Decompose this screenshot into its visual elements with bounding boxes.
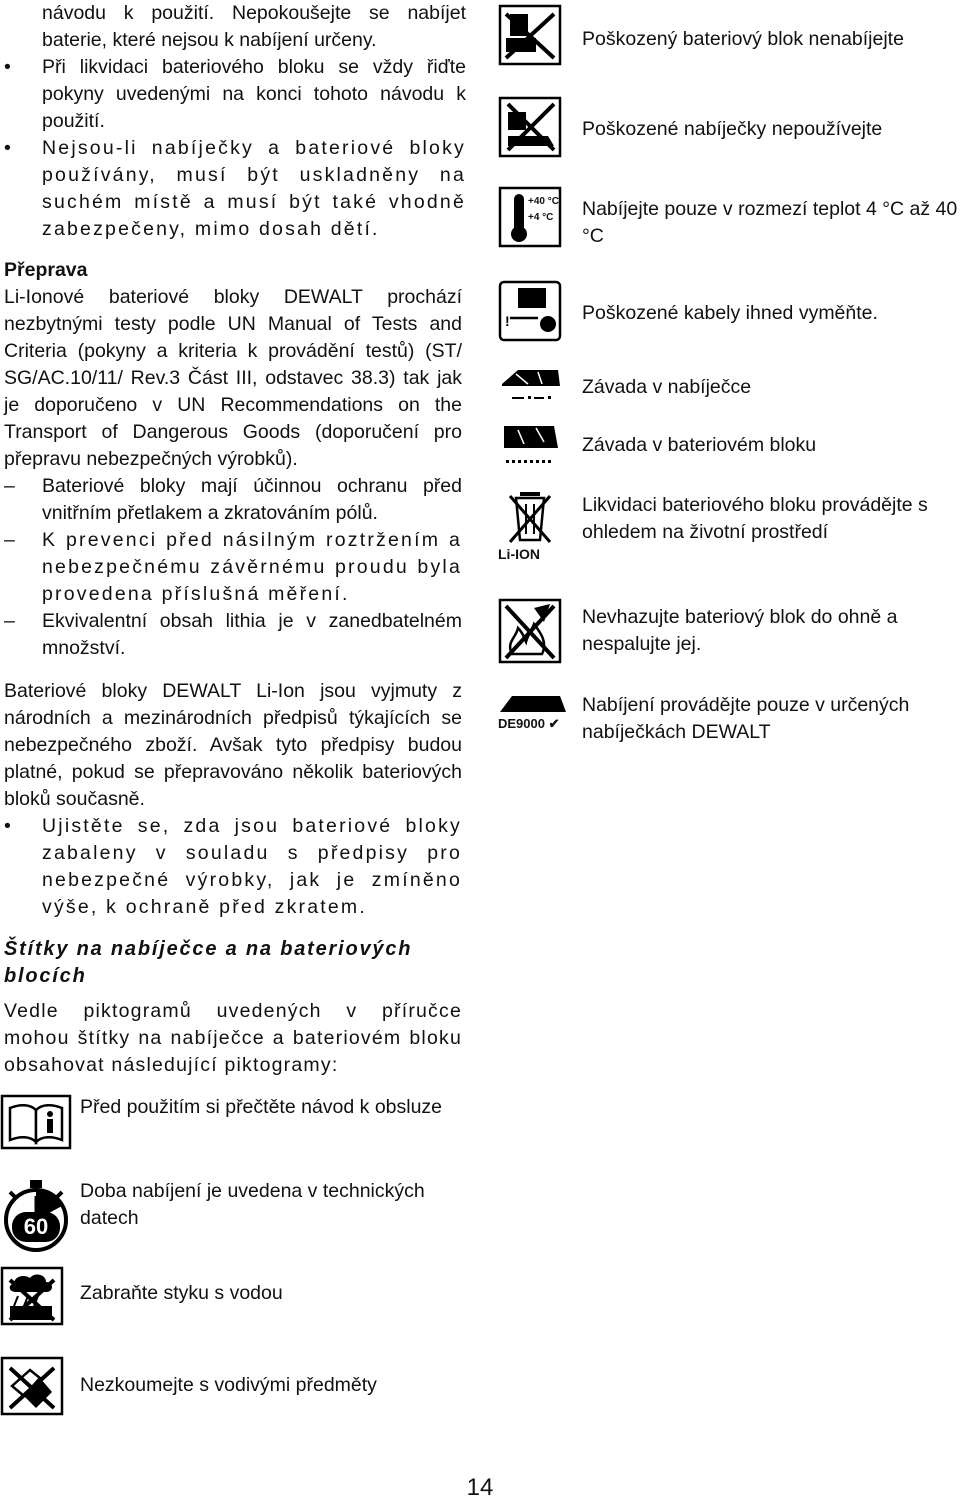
dash-marker: – <box>4 475 15 497</box>
pictogram-text: Nevhazujte bateriový blok do ohně a nespalujte jej. <box>582 606 898 655</box>
thermometer-icon <box>498 186 562 248</box>
bullet-text: Nejsou-li nabíječky a bateriové bloky používány, musí být uskladněny na suchém místě a musí být také vhodně zabezpečeny, mimo dosah dětí. <box>42 137 466 240</box>
svg-text:!: ! <box>505 313 510 329</box>
bullet-marker: • <box>4 137 14 159</box>
label-text: Doba nabíjení je uvedena v technických datech <box>80 1180 425 1229</box>
li-ion-badge: Li-ION <box>498 546 540 562</box>
bullet-item <box>4 135 466 243</box>
no-water-icon <box>0 1266 64 1326</box>
bullet-item <box>4 813 462 921</box>
pack-fault-icon <box>498 422 562 468</box>
bullet-text: Při likvidaci bateriového bloku se vždy řiďte pokyny uvedenými na konci tohoto návodu k použití. <box>42 56 466 132</box>
labels-paragraph: Vedle piktogramů uvedených v příručce mohou štítky na nabíječce a bateriovém bloku obsahovat následující piktogramy: <box>4 1000 462 1076</box>
dash-marker: – <box>4 610 15 632</box>
label-text: Před použitím si přečtěte návod k obsluze <box>80 1096 443 1118</box>
no-conductive-objects-icon <box>0 1356 64 1416</box>
transport-paragraph: Li-Ionové bateriové bloky DEWALT prochází nezbytnými testy podle UN Manual of Tests and Criteria (pokyny a kriteria k provádění testů) (ST/ SG/AC.10/11/ Rev.3 Část III, odstavec 38.3) tak jak je doporučeno v UN Recommendations on the Transport of Dangerous Goods (doporučení pro přepravu nebezpečných výrobků). <box>4 286 462 470</box>
bullet-text: Ujistěte se, zda jsou bateriové bloky zabaleny v souladu s předpisy pro nebezpečné výrobky, jak je zmíněno výše, k ochraně před zkratem. <box>42 815 462 918</box>
replace-cord-icon <box>498 280 562 342</box>
pictogram-text: Závada v nabíječce <box>582 376 752 398</box>
de9000-badge: DE9000 ✔ <box>498 716 560 731</box>
bullet-item <box>4 54 466 135</box>
no-charge-damaged-pack-icon <box>498 4 562 66</box>
pictogram-text: Nabíjejte pouze v rozmezí teplot 4 °C až 40 °C <box>582 198 958 247</box>
pictogram-text: Závada v bateriovém bloku <box>582 434 817 456</box>
stopwatch-badge: 60 <box>12 1212 60 1242</box>
charger-fault-icon <box>498 364 562 404</box>
bullet-marker: • <box>4 815 14 837</box>
pictogram-text: Poškozený bateriový blok nenabíjejte <box>582 28 904 50</box>
bullet-marker: • <box>4 56 11 78</box>
exemption-paragraph: Bateriové bloky DEWALT Li-Ion jsou vyjmuty z národních a mezinárodních předpisů týkajících se nebezpečného zboží. Avšak tyto předpisy budou platné, pokud se přepravováno několik bateriových bloků současně. <box>4 680 462 810</box>
dewalt-charger-icon <box>498 692 570 732</box>
dash-text: Bateriové bloky mají účinnou ochranu před vnitřním přetlakem a zkratováním pólů. <box>42 475 462 524</box>
li-ion-recycle-icon <box>498 490 562 562</box>
dash-item <box>4 527 462 608</box>
read-manual-icon <box>0 1094 72 1150</box>
pictogram-text: Poškozené kabely ihned vyměňte. <box>582 302 878 324</box>
dash-item <box>4 473 462 527</box>
page-number: 14 <box>466 1474 494 1501</box>
transport-heading: Přeprava <box>4 259 88 281</box>
dash-item <box>4 608 462 662</box>
no-damaged-charger-icon <box>498 96 562 158</box>
dash-text: K prevenci před násilným roztržením a nebezpečnému závěrnému proudu byla provedena příslušná měření. <box>42 529 462 605</box>
label-text: Nezkoumejte s vodivými předměty <box>80 1374 377 1396</box>
stopwatch-icon <box>0 1178 72 1254</box>
label-text: Zabraňte styku s vodou <box>80 1282 283 1304</box>
dash-marker: – <box>4 529 18 551</box>
pictogram-text: Likvidaci bateriového bloku provádějte s ohledem na životní prostředí <box>582 494 928 543</box>
pictogram-text: Poškozené nabíječky nepoužívejte <box>582 118 883 140</box>
labels-heading: Štítky na nabíječce a na bateriových blocích <box>4 938 413 987</box>
temp-low-label: +4 °C <box>528 212 554 223</box>
no-fire-icon <box>498 598 562 664</box>
temp-high-label: +40 °C <box>528 196 559 207</box>
dash-text: Ekvivalentní obsah lithia je v zanedbatelném množství. <box>42 610 462 659</box>
pictogram-text: Nabíjení provádějte pouze v určených nabíječkách DEWALT <box>582 694 910 743</box>
intro-continued: návodu k použití. Nepokoušejte se nabíjet baterie, které nejsou k nabíjení určeny. <box>42 2 466 51</box>
